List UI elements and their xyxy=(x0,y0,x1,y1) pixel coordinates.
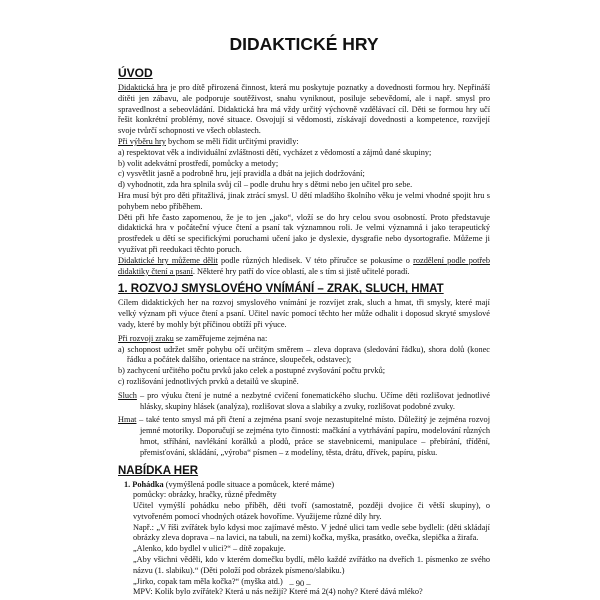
game-title-note: (vymýšlená podle situace a pomůcek, které máme) xyxy=(163,479,335,489)
rule-item: b) volit adekvátní prostředí, pomůcky a metody; xyxy=(118,158,279,168)
intro-paragraph-2: Hra musí být pro děti přitažlivá, jinak ztrácí smysl. U dětí mladšího školního věku je velmi vhodné spojit hru s pohybem nebo příběhem. xyxy=(118,190,490,211)
term-vyber-hry: Při výběru hry xyxy=(118,136,166,146)
intro-paragraph-4 xyxy=(118,256,490,278)
game-line: „Aby všichni věděli, kdo v kterém domečku bydlí, mělo každé zvířátko na dveřích 1. písmenko ze svého názvu (1. slabiku).“ (Děti položí pod obrázek písmeno/slabiku.) xyxy=(133,555,490,575)
intro-paragraph-3: Děti při hře často zapomenou, že je to jen „jako“, vloží se do hry celou svou osobností. Proto představuje didaktická hra v počáteční výuce čtení a psaní tak významnou roli. Je velmi významná i jako terapeutický prostředek u dětí se specifickými poruchami učení jako je dyslexie, dysgrafie nebo dysortografie. Můžeme ji využívat při reedukaci těchto poruch. xyxy=(118,212,490,254)
offer-heading: NABÍDKA HER xyxy=(118,464,199,477)
term-hmat: Hmat xyxy=(118,415,137,425)
zrak-item: a) schopnost udržet směr pohybu očí určitým směrem – zleva doprava (sledování řádku), shora dolů (konec řádku a počátek dalšího, orientace na stránce, sloupeček, odstavec); xyxy=(118,344,490,365)
game-line: Učitel vymýšlí pohádku nebo příběh, děti tvoří (samostatně, později dvojice či větší skupiny), o vytvořeném pomocí vhodných otázek hovoříme. Využijeme různé díly hry. xyxy=(133,501,490,521)
page-content xyxy=(118,22,490,598)
game-line: MPV: Kolik bylo zvířátek? Která u nás nežijí? Které má 2(4) nohy? Které dává mléko? xyxy=(133,587,423,597)
game-title-label: 1. Pohádka xyxy=(124,479,164,489)
sluch-paragraph xyxy=(118,391,490,413)
game-line: Např.: „V říši zvířátek bylo kdysi moc zajímavé město. V jedné ulici tam vedle sebe bydleli: (děti skládají obrázky zleva doprava – na lavici, na tabuli, na zemi) kočka, myška, prasátko, ovečka, slepička a žirafa. xyxy=(133,522,490,543)
choice-intro-text: bychom se měli řídit určitými pravidly: xyxy=(165,136,299,146)
intro-paragraph-1-text: je pro dítě přirozená činnost, která mu poskytuje poznatky a dovednosti formou hry. Nepřináší dítěti jen zábavu, ale podporuje soutěživost, snahu vyniknout, posiluje sebevědomí, ale i např. smysl pro spravedlnost a sebeovládání. Didaktická hra má vždy určitý výchovně vzdělávací cíl. Děti se formou hry učí řešit konkrétní problémy, nové situace. Osvojují si vědomosti, získávají dovednosti a kompetence, rozvíjejí svoje tvůrčí schopnosti ve všech oblastech. xyxy=(118,83,490,136)
zrak-intro xyxy=(118,334,490,345)
section-1-paragraph: Cílem didaktických her na rozvoj smyslového vnímání je rozvíjet zrak, sluch a hmat, tři smysly, které mají velký význam při výuce čtení a psaní. Učitel navíc pomocí těchto her může odhalit i doposud skryté smyslové vady, které by mohly být příčinou obtíží při výuce. xyxy=(118,298,490,329)
zrak-item: b) zachycení určitého počtu prvků jako celek a postupné zvyšování počtu prvků; xyxy=(118,366,386,376)
game-line: „Alenko, kdo bydlel v ulici?“ – dítě zopakuje. xyxy=(133,544,286,554)
term-deleni-her: Didaktické hry můžeme dělit xyxy=(118,255,218,265)
term-rozvoj-zraku: Při rozvoji zraku xyxy=(118,333,174,343)
zrak-intro-text: se zaměřujeme zejména na: xyxy=(173,333,268,343)
zrak-item: c) rozlišování jednotlivých prvků a detailů ve skupině. xyxy=(118,376,299,386)
intro-paragraph-4-end: . Některé hry patří do více oblastí, ale s tím si jistě učitelé poradí. xyxy=(192,266,410,276)
intro-paragraph-1 xyxy=(118,83,490,137)
page-title: DIDAKTICKÉ HRY xyxy=(229,34,379,54)
rule-item: c) vysvětlit jasně a podrobně hru, její pravidla a dbát na jejich dodržování; xyxy=(118,169,365,179)
rule-item: d) vyhodnotit, zda hra splnila svůj cíl – podle druhu hry s dětmi nebo jen učitel pro sebe. xyxy=(118,180,413,190)
term-didakticka-hra: Didaktická hra xyxy=(118,83,168,92)
page-number: – 90 – xyxy=(289,578,311,588)
hmat-paragraph xyxy=(118,415,490,458)
intro-paragraph-4-text: podle různých hledisek. V této příručce se pokusíme o xyxy=(217,255,414,265)
intro-heading: ÚVOD xyxy=(118,66,153,80)
sluch-text: – pro výuku čtení je nutné a nezbytné cvičení fonematického sluchu. Učíme děti rozlišovat jednotlivé hlásky, skupiny hlásek (analýza), rozlišovat slova a slabiky a zvuky, rozlišovat podobné zvuky. xyxy=(136,390,490,411)
section-1-heading: 1. ROZVOJ SMYSLOVÉHO VNÍMÁNÍ – ZRAK, SLUCH, HMAT xyxy=(118,283,444,296)
term-rozdeleni: rozdělení podle potřeb didaktiky čtení a psaní xyxy=(118,255,490,276)
game-line: „Jirko, copak tam měla kočka?“ (myška atd.) xyxy=(133,576,283,586)
hmat-text: – také tento smysl má při čtení a zejména psaní svoje nezastupitelné místo. Důležitý je zejména rozvoj jemné motoriky. Doporučují se zejména tyto činnosti: mačkání a vytrhávání papíru, modelování různých hmot, stříhání, navlékání korálků a plodů, práce se stavebnicemi, manipulace – přebírání, třídění, přemisťování, skládání, „výroba“ písmen – z modelíny, těsta, drátu, dřívek, papíru, písku. xyxy=(136,415,490,457)
choice-intro xyxy=(118,137,490,148)
game-line: pomůcky: obrázky, hračky, různé předměty xyxy=(133,490,277,500)
game-title xyxy=(118,480,490,491)
rule-item: a) respektovat věk a individuální zvláštnosti dětí, vycházet z vědomostí a zájmů dané skupiny; xyxy=(118,147,432,157)
term-sluch: Sluch xyxy=(118,390,137,400)
